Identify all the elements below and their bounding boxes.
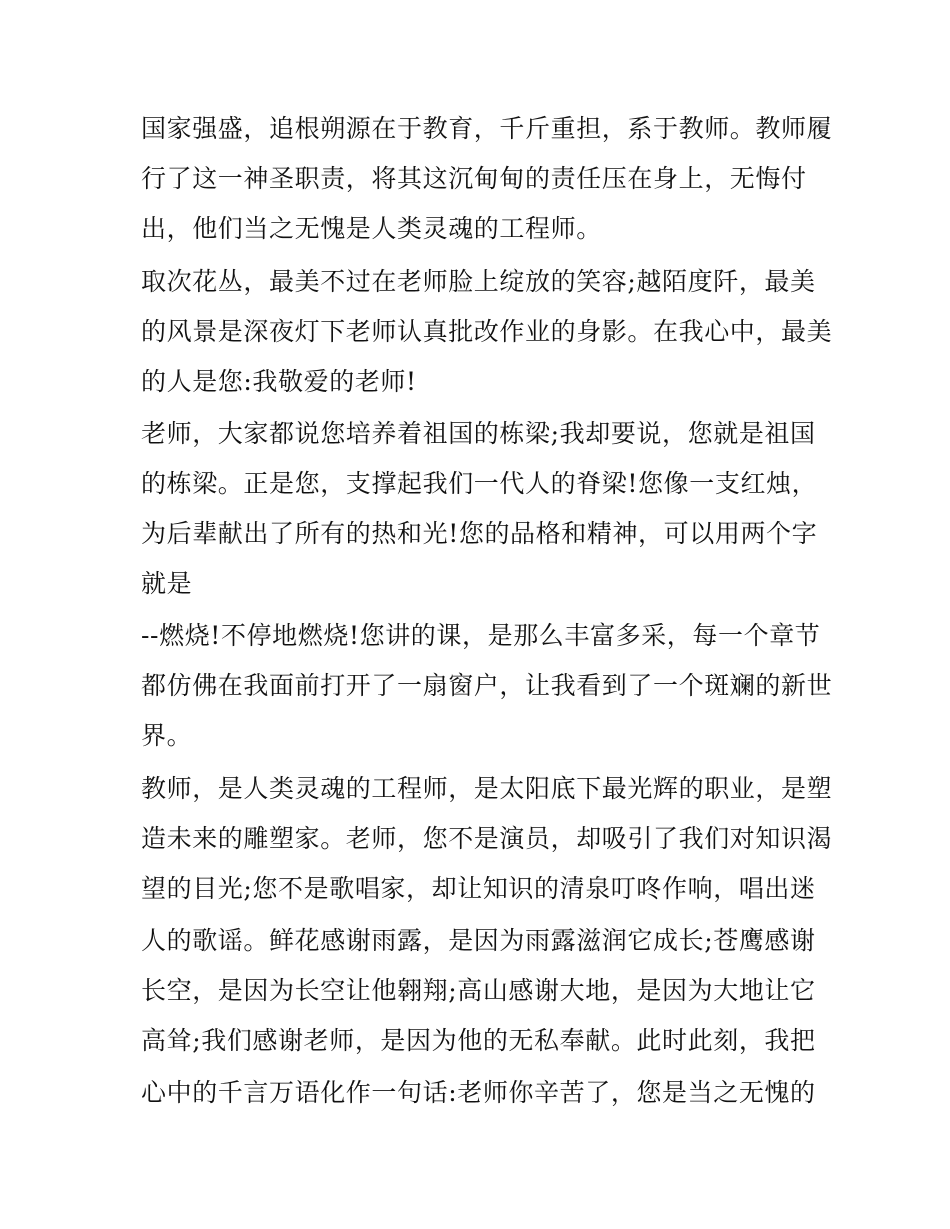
text-line: 都仿佛在我面前打开了一扇窗户，让我看到了一个斑斓的新世 — [141, 671, 833, 700]
text-line: 心中的千言万语化作一句话:老师你辛苦了，您是当之无愧的 — [141, 1078, 816, 1107]
text-line: 界。 — [141, 721, 193, 750]
text-line: --燃烧!不停地燃烧!您讲的课，是那么丰富多采，每一个章节 — [141, 621, 821, 650]
text-line: 教师，是人类灵魂的工程师，是太阳底下最光辉的职业，是塑 — [141, 774, 833, 803]
text-line: 长空，是因为长空让他翱翔;高山感谢大地，是因为大地让它 — [141, 976, 816, 1005]
text-line: 行了这一神圣职责，将其这沉甸甸的责任压在身上，无悔付 — [141, 164, 807, 193]
text-line: 老师，大家都说您培养着祖国的栋梁;我却要说，您就是祖国 — [141, 419, 816, 448]
text-line: 的风景是深夜灯下老师认真批改作业的身影。在我心中，最美 — [141, 317, 833, 346]
text-line: 的人是您:我敬爱的老师! — [141, 367, 417, 396]
text-line: 人的歌谣。鲜花感谢雨露，是因为雨露滋润它成长;苍鹰感谢 — [141, 926, 816, 955]
text-line: 为后辈献出了所有的热和光!您的品格和精神，可以用两个字 — [141, 519, 818, 548]
text-line: 高耸;我们感谢老师，是因为他的无私奉献。此时此刻，我把 — [141, 1026, 816, 1055]
text-line: 就是 — [141, 569, 193, 598]
text-line: 望的目光;您不是歌唱家，却让知识的清泉叮咚作响，唱出迷 — [141, 874, 816, 903]
text-line: 造未来的雕塑家。老师，您不是演员，却吸引了我们对知识渴 — [141, 824, 833, 853]
text-line: 的栋梁。正是您，支撑起我们一代人的脊梁!您像一支红烛， — [141, 469, 818, 498]
text-line: 国家强盛，追根朔源在于教育，千斤重担，系于教师。教师履 — [141, 114, 833, 143]
text-line: 取次花丛，最美不过在老师脸上绽放的笑容;越陌度阡，最美 — [141, 267, 816, 296]
text-line: 出，他们当之无愧是人类灵魂的工程师。 — [141, 214, 602, 243]
